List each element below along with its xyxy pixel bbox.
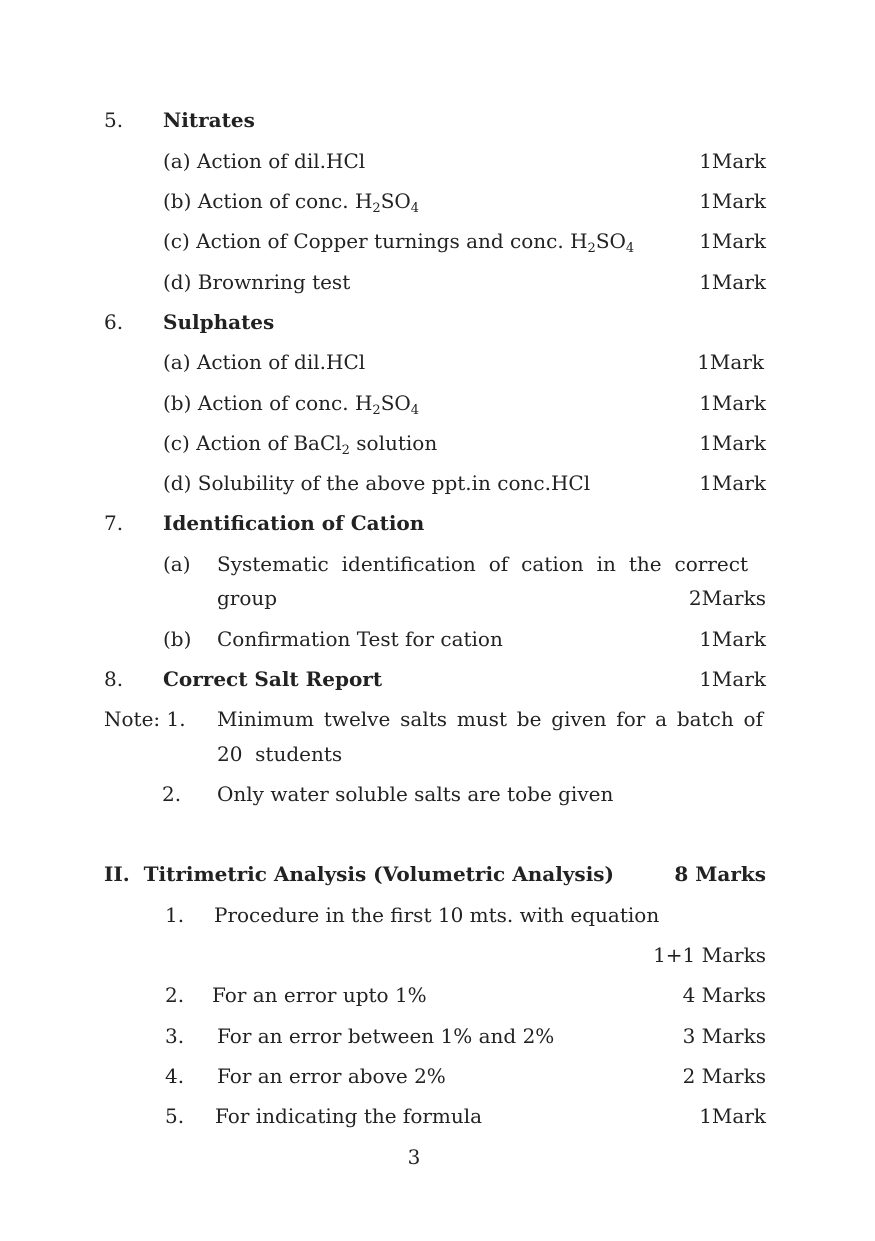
list-item — [0, 388, 875, 418]
list-item — [0, 624, 875, 654]
item-number: 3. — [165, 1024, 185, 1048]
item-mark: 1Mark — [699, 1104, 766, 1128]
item-mark: 1Mark — [697, 350, 764, 374]
list-item — [0, 900, 875, 930]
item-mark: 1Mark — [699, 149, 766, 173]
item-text: (d) Solubility of the above ppt.in conc.HCl — [163, 471, 591, 495]
item-mark: 1Mark — [699, 667, 766, 691]
item-mark: 2 Marks — [682, 1064, 766, 1088]
note-label: Note: 1. — [104, 707, 186, 731]
list-item — [0, 1061, 875, 1091]
section-6-heading — [0, 307, 875, 337]
item-text: (d) Brownring test — [163, 270, 351, 294]
item-text: Confirmation Test for cation — [217, 627, 503, 651]
item-text: For an error upto 1% — [212, 983, 427, 1007]
note-text-line1: Minimum twelve salts must be given for a batch of — [217, 707, 763, 731]
item-text: (a) Action of dil.HCl — [163, 350, 366, 374]
item-label: (a) — [163, 552, 191, 576]
list-item — [0, 1021, 875, 1051]
part-title: II. Titrimetric Analysis (Volumetric Analysis) — [104, 862, 615, 886]
item-mark: 4 Marks — [682, 983, 766, 1007]
section-7-heading — [0, 508, 875, 538]
list-item — [0, 980, 875, 1010]
item-mark: 1+1 Marks — [653, 943, 766, 967]
item-mark: 1Mark — [699, 189, 766, 213]
list-item — [0, 186, 875, 216]
section-title: Sulphates — [163, 310, 275, 334]
item-number: 5. — [165, 1104, 185, 1128]
item-mark: 1Mark — [699, 229, 766, 253]
page-number: 3 — [407, 1145, 421, 1169]
item-text-line2: group — [217, 586, 278, 610]
item-text: (b) Action of conc. $H_2SO_4$ — [163, 189, 420, 216]
section-title: Identification of Cation — [163, 511, 425, 535]
note-1-continued — [0, 739, 875, 769]
list-item — [0, 428, 875, 458]
list-item-continued — [0, 940, 875, 970]
item-text: Procedure in the first 10 mts. with equation — [214, 903, 660, 927]
item-mark: 1Mark — [699, 431, 766, 455]
item-mark: 1Mark — [699, 270, 766, 294]
part-marks: 8 Marks — [674, 862, 766, 886]
section-title: Nitrates — [163, 108, 255, 132]
item-label: (b) — [163, 627, 192, 651]
note-1 — [0, 704, 875, 734]
item-mark: 1Mark — [699, 391, 766, 415]
list-item — [0, 347, 875, 377]
item-text: For an error between 1% and 2% — [217, 1024, 555, 1048]
list-item-continued — [0, 583, 875, 613]
item-text: For indicating the formula — [215, 1104, 483, 1128]
section-number: 6. — [104, 310, 124, 334]
item-text: (c) Action of Copper turnings and conc. $H_2SO_4$ — [163, 229, 635, 256]
section-5-heading — [0, 105, 875, 135]
section-number: 8. — [104, 667, 124, 691]
section-number: 7. — [104, 511, 124, 535]
note-text-line2: 20 students — [217, 742, 343, 766]
list-item — [0, 267, 875, 297]
list-item — [0, 146, 875, 176]
section-number: 5. — [104, 108, 124, 132]
note-label: 2. — [162, 782, 182, 806]
list-item — [0, 549, 875, 579]
item-text-line1: Systematic identification of cation in the correct — [217, 552, 748, 576]
item-number: 4. — [165, 1064, 185, 1088]
part-2-heading — [0, 859, 875, 889]
list-item — [0, 1101, 875, 1131]
item-number: 2. — [165, 983, 185, 1007]
item-text: For an error above 2% — [217, 1064, 446, 1088]
list-item — [0, 226, 875, 256]
item-mark: 3 Marks — [682, 1024, 766, 1048]
item-mark: 1Mark — [699, 471, 766, 495]
note-2 — [0, 779, 875, 809]
item-mark: 2Marks — [688, 586, 766, 610]
section-8-heading — [0, 664, 875, 694]
section-title: Correct Salt Report — [163, 667, 383, 691]
note-text: Only water soluble salts are tobe given — [217, 782, 614, 806]
item-text: (b) Action of conc. $H_2SO_4$ — [163, 391, 420, 418]
list-item — [0, 468, 875, 498]
item-number: 1. — [165, 903, 185, 927]
item-text: (a) Action of dil.HCl — [163, 149, 366, 173]
item-text: (c) Action of BaCl$_2$ solution — [163, 431, 438, 458]
item-mark: 1Mark — [699, 627, 766, 651]
